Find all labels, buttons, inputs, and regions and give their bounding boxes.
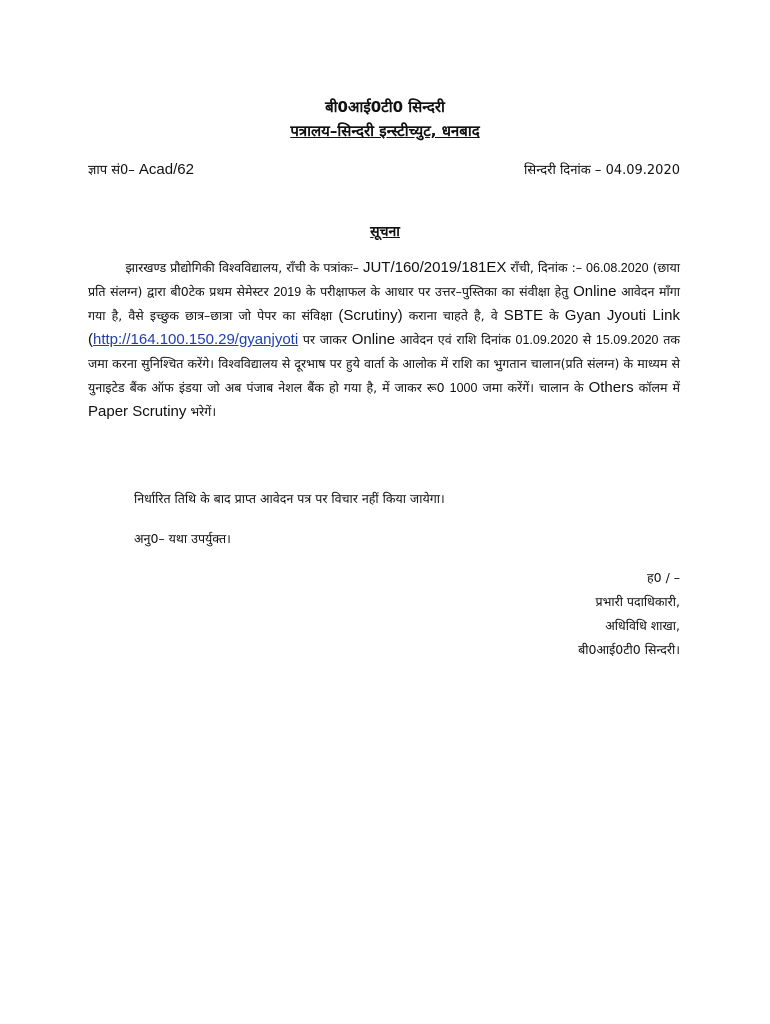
signatory-designation: प्रभारी पदाधिकारी, [595,594,680,609]
institute-address: पत्रालय–सिन्दरी इन्स्टीच्युट, धनबाद [290,122,480,140]
body-text-12: जमा करेंगें। चालान के [482,380,584,395]
gyan-jyouti-link-text: Gyan Jyouti Link [564,307,680,324]
scrutiny-text: (Scrutiny) [338,307,403,324]
notice-body: झारखण्ड प्रौद्योगिकी विश्वविद्यालय, राँची के पत्रांकः– JUT/160/2019/181EX राँची, दिनांक :– 06.08.2020 (छाया प्रति संलग्न) द्वारा बी0टेक प्रथम सेमेस्टर 2019 के परीक्षाफल के आधार पर उत्तर–पुस्तिका का संवीक्षा हेतु Online आवेदन माँगा गया है, वैसे इच्छुक छात्र–छात्रा जो पेपर का संविक्षा (Scrutiny) कराना चाहते है, वे SBTE के Gyan Jyouti Link (http://164.100.150.29/gyanjyoti पर जाकर Online आवेदन एवं राशि दिनांक 01.09.2020 से 15.09.2020 तक जमा करना सुनिश्चित करेंगे। विश्वविद्यालय से दूरभाष पर हुये वार्ता के आलोक में राशि का भुगतान चालान(प्रति संलग्न) के माध्यम से युनाइटेड बैंक ऑफ इंडया जो अब पंजाब नेशल बैंक हो गया है, में जाकर रू0 1000 जमा करेंगें। चालान के Others कॉलम में Paper Scrutiny भरेगें। [88,259,681,420]
jut-letter-number: JUT/160/2019/181EX [362,259,507,276]
deadline-note: निर्धारित तिथि के बाद प्राप्त आवेदन पत्र पर विचार नहीं किया जायेगा। [134,491,445,506]
body-text-2: राँची, दिनांक :– [510,260,583,275]
body-text-11: तक जमा करना सुनिश्चित करेंगे। विश्वविद्यालय से दूरभाष पर हुये वार्ता के आलोक में राशि का भुगतान चालान(प्रति संलग्न) के माध्यम से युनाइटेड बैंक ऑफ इंडया जो अब पंजाब नेशल बैंक हो गया है, में जाकर रू0 [88,332,680,395]
memo-date-label: सिन्दरी दिनांक – [524,163,602,178]
end-date: 15.09.2020 [595,333,659,347]
reference-line [88,160,680,184]
semester-year: 2019 [273,285,302,299]
memo-code: Acad/62 [138,161,194,178]
institute-name: बी0आई0टी0 सिन्दरी [325,98,445,116]
body-text-10: से [582,332,592,347]
body-text-5: आवेदन माँगा गया है, वैसे इच्छुक छात्र–छात्रा जो पेपर का संविक्षा [88,284,681,323]
memo-date-value: 04.09.2020 [605,163,680,178]
jut-letter-date: 06.08.2020 [586,261,649,275]
enclosure-note: अनु0– यथा उपर्युक्त। [134,531,231,546]
body-text-14: भरेगें। [190,404,217,419]
signatory-section: अधिविधि शाखा, [605,618,680,633]
body-text-3: (छाया प्रति संलग्न) द्वारा बी0टेक प्रथम सेमेस्टर [88,260,680,299]
letterhead [0,95,770,143]
sbte-text: SBTE [503,307,543,324]
fee-amount: 1000 [449,381,478,395]
signature-mark: ह0 / – [647,570,680,585]
paper-scrutiny-text: Paper Scrutiny [88,403,187,420]
body-text-7: के [549,308,559,323]
others-text: Others [588,379,634,396]
gyanjyoti-url-link[interactable]: http://164.100.150.29/gyanjyoti [93,331,299,348]
body-text-9: आवेदन एवं राशि दिनांक [399,332,511,347]
notice-title: सूचना [370,224,400,240]
memo-prefix: ज्ञाप सं0– [88,163,135,178]
signatory-institute: बी0आई0टी0 सिन्दरी। [578,642,680,657]
body-text-13: कॉलम में [638,380,680,395]
start-date: 01.09.2020 [515,333,579,347]
online-text-2: Online [351,331,396,348]
signature-block [578,566,680,662]
body-text-1: झारखण्ड प्रौद्योगिकी विश्वविद्यालय, राँची के पत्रांकः– [125,260,359,275]
memo-number [88,160,194,178]
body-text-6: कराना चाहते है, वे [408,308,498,323]
online-text-1: Online [573,283,617,300]
body-text-8: पर जाकर [302,332,348,347]
memo-date [524,160,680,178]
body-text-4: के परीक्षाफल के आधार पर उत्तर–पुस्तिका का संवीक्षा हेतु [305,284,569,299]
